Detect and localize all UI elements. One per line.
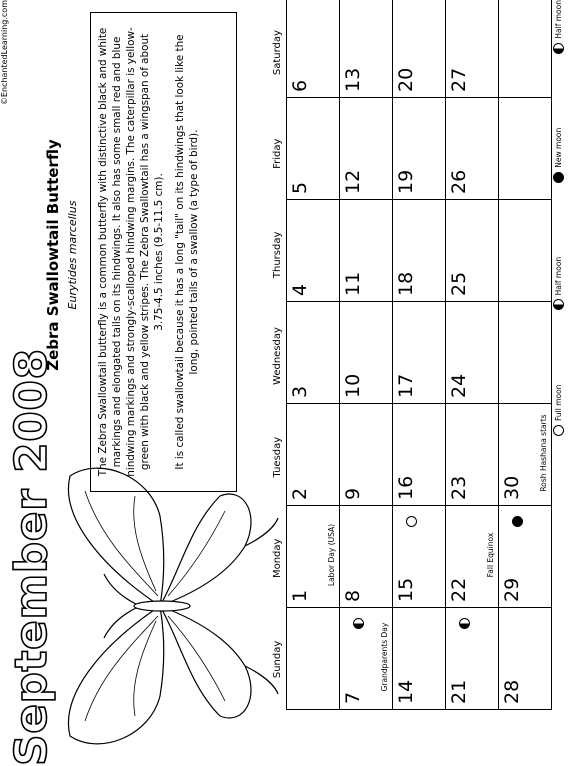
weekday-thursday: Thursday bbox=[272, 231, 283, 279]
day-cell bbox=[499, 608, 552, 710]
day-number: 12 bbox=[342, 169, 364, 194]
day-number: 2 bbox=[289, 487, 311, 500]
day-number: 19 bbox=[395, 169, 417, 194]
day-cell bbox=[393, 200, 446, 302]
day-note: Fall Equinox bbox=[486, 532, 495, 578]
weekday-sunday: Sunday bbox=[272, 640, 283, 679]
day-cell bbox=[446, 302, 499, 404]
day-number: 25 bbox=[448, 271, 470, 296]
day-number: 7 bbox=[342, 691, 364, 704]
half-moon-icon bbox=[553, 299, 564, 310]
moon-phase-legend bbox=[548, 0, 568, 436]
week-row bbox=[287, 0, 340, 710]
day-cell bbox=[287, 302, 340, 404]
day-cell bbox=[393, 506, 446, 608]
legend-label: Half moon bbox=[553, 0, 563, 39]
day-cell bbox=[340, 302, 393, 404]
day-cell bbox=[446, 98, 499, 200]
legend-label: Full moon bbox=[553, 384, 563, 421]
day-cell bbox=[499, 302, 552, 404]
day-number: 29 bbox=[501, 577, 523, 602]
weekday-header bbox=[270, 2, 286, 710]
legend-item bbox=[553, 385, 564, 436]
day-number: 9 bbox=[342, 487, 364, 500]
day-cell bbox=[499, 0, 552, 98]
day-number: 6 bbox=[289, 79, 311, 92]
week-row bbox=[446, 0, 499, 710]
day-number: 20 bbox=[395, 67, 417, 92]
week-row bbox=[499, 0, 552, 710]
week-row bbox=[393, 0, 446, 710]
day-note: Rosh Hashana starts bbox=[539, 414, 548, 492]
day-number: 27 bbox=[448, 67, 470, 92]
day-number: 11 bbox=[342, 271, 364, 296]
day-cell bbox=[393, 98, 446, 200]
day-cell bbox=[340, 98, 393, 200]
day-cell bbox=[287, 506, 340, 608]
half-moon-icon bbox=[459, 618, 470, 629]
day-note: Grandparents Day bbox=[380, 622, 389, 692]
day-cell bbox=[499, 404, 552, 506]
day-cell bbox=[287, 200, 340, 302]
day-cell bbox=[340, 200, 393, 302]
day-number: 5 bbox=[289, 181, 311, 194]
weekday-tuesday: Tuesday bbox=[272, 436, 283, 478]
weekday-wednesday: Wednesday bbox=[272, 327, 283, 385]
day-number: 14 bbox=[395, 679, 417, 704]
day-cell bbox=[393, 302, 446, 404]
day-cell bbox=[340, 506, 393, 608]
day-number: 8 bbox=[342, 589, 364, 602]
butterfly-name: Zebra Swallowtail Butterfly bbox=[44, 139, 62, 371]
legend-item bbox=[553, 257, 564, 311]
day-number: 24 bbox=[448, 373, 470, 398]
page-title: September 2008 bbox=[6, 348, 57, 766]
day-number: 16 bbox=[395, 475, 417, 500]
day-number: 21 bbox=[448, 679, 470, 704]
day-cell bbox=[287, 0, 340, 98]
description-paragraph: It is called swallowtail because it has a long "tail" on its hindwings that look like the long, pointed tails of a swallow (a type of bird). bbox=[174, 34, 200, 470]
half-moon-icon bbox=[553, 43, 564, 54]
day-cell bbox=[340, 608, 393, 710]
week-row bbox=[340, 0, 393, 710]
day-cell bbox=[287, 404, 340, 506]
half-moon-icon bbox=[353, 618, 364, 629]
new-moon-icon bbox=[512, 516, 523, 527]
day-cell bbox=[393, 0, 446, 98]
day-number: 4 bbox=[289, 283, 311, 296]
day-number: 18 bbox=[395, 271, 417, 296]
day-number: 17 bbox=[395, 373, 417, 398]
day-number: 26 bbox=[448, 169, 470, 194]
weekday-saturday: Saturday bbox=[272, 30, 283, 76]
day-cell bbox=[446, 608, 499, 710]
legend-label: New moon bbox=[553, 127, 563, 168]
day-cell bbox=[340, 404, 393, 506]
day-number: 1 bbox=[289, 589, 311, 602]
day-number: 28 bbox=[501, 679, 523, 704]
day-cell bbox=[287, 98, 340, 200]
day-number: 3 bbox=[289, 385, 311, 398]
weekday-friday: Friday bbox=[272, 138, 283, 169]
butterfly-illustration bbox=[40, 456, 280, 756]
new-moon-icon bbox=[553, 172, 564, 183]
day-number: 15 bbox=[395, 577, 417, 602]
full-moon-icon bbox=[406, 516, 417, 527]
description-box bbox=[90, 12, 237, 492]
day-cell bbox=[393, 404, 446, 506]
day-number: 13 bbox=[342, 67, 364, 92]
day-number: 22 bbox=[448, 577, 470, 602]
legend-label: Half moon bbox=[553, 256, 563, 296]
scientific-name: Eurytides marcellus bbox=[66, 200, 79, 310]
full-moon-icon bbox=[553, 425, 564, 436]
day-cell bbox=[499, 98, 552, 200]
day-number: 23 bbox=[448, 475, 470, 500]
day-cell bbox=[287, 608, 340, 710]
day-cell bbox=[393, 608, 446, 710]
day-cell bbox=[499, 506, 552, 608]
day-cell bbox=[446, 404, 499, 506]
weekday-monday: Monday bbox=[272, 538, 283, 579]
copyright-credit: ©EnchantedLearning.com bbox=[0, 0, 9, 106]
day-cell bbox=[446, 200, 499, 302]
day-note: Labor Day (USA) bbox=[327, 523, 336, 587]
day-cell bbox=[446, 0, 499, 98]
description-paragraph: The Zebra Swallowtail butterfly is a common butterfly with distinctive black and white markings and elongated tails on its hindwings. It also has some small red and blue hindwing markings and strongly-scalloped hindwing margins. The caterpillar is yellow-green with black and yellow stripes. The Zebra Swallowtail has a wingspan of about 3.75-4.5 inches (9.5-11.5 cm). bbox=[97, 27, 165, 477]
day-number: 10 bbox=[342, 373, 364, 398]
calendar-grid bbox=[286, 0, 552, 710]
day-cell bbox=[499, 200, 552, 302]
legend-item bbox=[553, 128, 564, 183]
day-cell bbox=[340, 0, 393, 98]
day-number: 30 bbox=[501, 475, 523, 500]
day-cell bbox=[446, 506, 499, 608]
legend-item bbox=[553, 0, 564, 54]
